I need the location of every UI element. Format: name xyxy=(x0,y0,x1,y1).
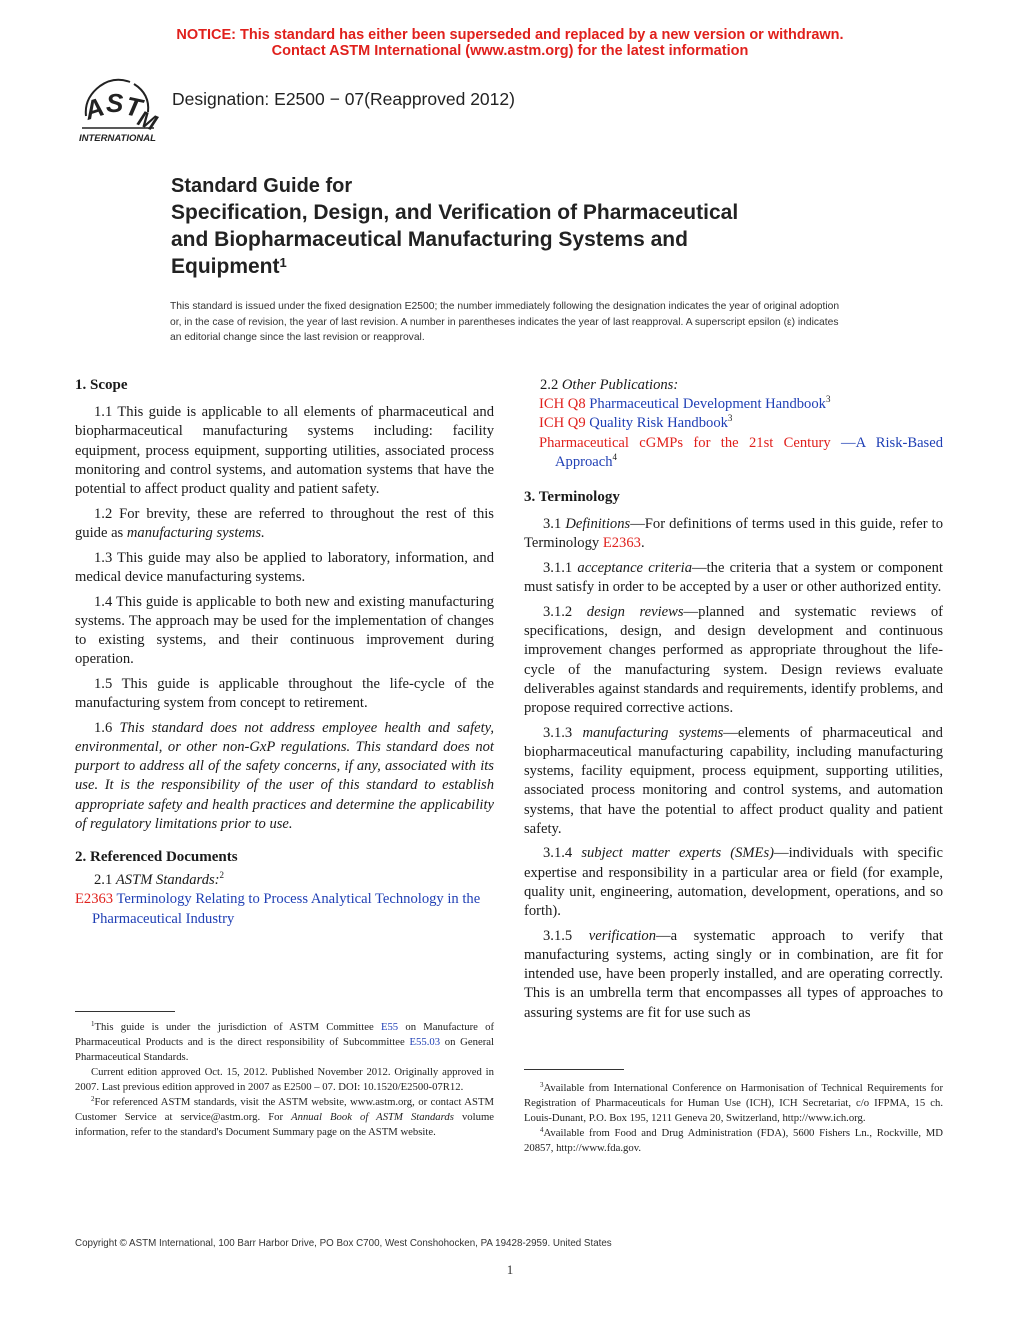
ref-cgmp xyxy=(524,434,943,472)
svg-text:T: T xyxy=(122,90,145,124)
ref-ich-q8-mark: 3 xyxy=(825,394,831,405)
term-3-1-4-num: 3.1.4 xyxy=(543,845,582,862)
ref-cgmp-title[interactable]: —A Risk-Based Approach xyxy=(555,434,944,470)
title-line-3: and Biopharmaceutical Manufacturing Systems and xyxy=(171,228,688,251)
term-3-1-3-num: 3.1.3 xyxy=(543,724,583,741)
footnote-1-link-e5503[interactable]: E55.03 xyxy=(409,1036,441,1048)
page-number: 1 xyxy=(506,1262,514,1277)
term-3-1-link[interactable]: E2363 xyxy=(602,535,641,552)
ref-ich-q9-mark: 3 xyxy=(727,413,733,424)
term-3-1-2 xyxy=(524,603,943,718)
ref-e2363-title[interactable]: Terminology Relating to Process Analytical Technology in the Pharmaceutical Industry xyxy=(92,891,481,927)
term-3-1-4 xyxy=(524,844,943,921)
notice-line-2: Contact ASTM International (www.astm.org) for the latest information xyxy=(271,43,749,59)
ref-e2363 xyxy=(75,890,494,928)
term-3-1-5-text: —a systematic approach to verify that manufacturing systems, acting singly or in combination, are fit for intended use, have been properly installed, and are operating correctly. This is an umbrella term that encompasses all types of approaches to assuring systems are fit for use such as xyxy=(524,927,943,1021)
term-3-1-2-term: design reviews xyxy=(586,604,684,621)
ref-ich-q9-code[interactable]: ICH Q9 xyxy=(539,415,586,432)
footnote-1-edition: Current edition approved Oct. 15, 2012. Published November 2012. Originally approved in 2007. Last previous edition approved in 2007 as E2500 – 07. DOI: 10.1520/E2500-07R12. xyxy=(75,1066,494,1093)
document-title xyxy=(171,174,851,280)
logo-subtext: INTERNATIONAL xyxy=(79,133,156,144)
term-3-1-2-num: 3.1.2 xyxy=(543,604,587,621)
referenced-heading: 2. Referenced Documents xyxy=(75,848,238,865)
footnote-2 xyxy=(75,1095,494,1140)
notice-line-1: NOTICE: This standard has either been superseded and replaced by a new version or withdrawn. xyxy=(176,27,844,43)
footnote-1-text-b: on Manufacture of Pharmaceutical Products and is the direct responsibility of Subcommittee xyxy=(75,1021,495,1048)
astm-standards-num: 2.1 xyxy=(94,872,116,889)
footnote-1-link-e55[interactable]: E55 xyxy=(380,1021,399,1033)
scope-1-1: 1.1 This guide is applicable to all elements of pharmaceutical and biopharmaceutical manufacturing systems including: facility equipment, process equipment, supporting utilities, associated process monitoring and control systems, and automation systems that have the potential to affect product quality and patient safety. xyxy=(75,404,494,498)
svg-text:S: S xyxy=(106,88,124,118)
issue-note: This standard is issued under the fixed designation E2500; the number immediately following the designation indicates the year of original adoption or, in the case of revision, the year of last revision. A number in parentheses indicates the year of last reapproval. A superscript epsilon (ε) indicates an editorial change since the last revision or reapproval. xyxy=(170,301,840,343)
footnote-4-text: Available from Food and Drug Administration (FDA), 5600 Fishers Ln., Rockville, MD 20857, http://www.fda.gov. xyxy=(524,1127,943,1154)
term-3-1-4-term: subject matter experts (SMEs) xyxy=(581,845,774,862)
footnote-3-text: Available from International Conference on Harmonisation of Technical Requirements for Registration of Pharmaceuticals for Human Use (ICH), ICH Secretariat, c/o IFPMA, 15 ch. Louis-Dunant, P.O. Box 195, 1211 Geneva 20, Switzerland, http://www.ich.org. xyxy=(524,1082,943,1124)
term-3-1-5-num: 3.1.5 xyxy=(543,927,589,944)
ref-cgmp-mark: 4 xyxy=(612,451,618,462)
scope-1-2-text: 1.2 For brevity, these are referred to throughout the rest of this guide as xyxy=(75,505,494,541)
svg-text:A: A xyxy=(80,91,108,126)
term-3-1-5 xyxy=(524,927,943,1023)
footnote-1-text-c: on General Pharmaceutical Standards. xyxy=(75,1036,494,1063)
footnotes-left xyxy=(75,1020,494,1140)
scope-1-5: 1.5 This guide is applicable throughout the life-cycle of the manufacturing system from concept to retirement. xyxy=(75,675,494,712)
footnote-rule-right xyxy=(524,1069,624,1070)
footnote-1 xyxy=(75,1020,494,1065)
terminology-heading: 3. Terminology xyxy=(524,489,620,506)
right-column xyxy=(524,376,943,1028)
ref-ich-q9-title[interactable]: Quality Risk Handbook xyxy=(589,415,728,432)
term-3-1-1-term: acceptance criteria xyxy=(577,560,693,577)
term-3-1-1-text: —the criteria that a system or component must satisfy in order to be accepted by a user or other authorized entity. xyxy=(524,560,943,596)
designation: Designation: E2500 − 07(Reapproved 2012) xyxy=(172,89,515,109)
footnotes-right xyxy=(524,1081,943,1156)
title-footnote-mark: 1 xyxy=(279,255,287,270)
term-3-1-3-text: —elements of pharmaceutical and biopharmaceutical manufacturing capability, including manufacturing systems, facility equipment, process equipment, supporting utilities, associated process monitoring and control systems, and automation systems, that have the potential to affect product quality and patient safety. xyxy=(524,724,943,837)
footnote-2-text-a: For referenced ASTM standards, visit the ASTM website, www.astm.org, or contact ASTM Customer Service at service@astm.org. For xyxy=(75,1096,494,1123)
term-3-1-3 xyxy=(524,724,943,839)
astm-standards-label: ASTM Standards: xyxy=(115,872,220,889)
term-3-1-term: Definitions xyxy=(565,516,631,533)
term-3-1-3-term: manufacturing systems xyxy=(582,724,724,741)
scope-1-6-num: 1.6 xyxy=(94,719,120,736)
term-3-1-1 xyxy=(524,559,943,597)
footnote-3 xyxy=(524,1081,943,1126)
scope-1-2 xyxy=(75,505,494,543)
scope-1-6 xyxy=(75,719,494,834)
title-line-1: Standard Guide for xyxy=(171,175,353,197)
footnote-3-mark: 3 xyxy=(540,1081,544,1089)
term-3-1-num: 3.1 xyxy=(543,516,566,533)
astm-standards-mark: 2 xyxy=(219,870,225,881)
footnote-4 xyxy=(524,1126,943,1156)
ref-ich-q8-title[interactable]: Pharmaceutical Development Handbook xyxy=(589,396,826,413)
scope-1-4: 1.4 This guide is applicable to both new and existing manufacturing systems. The approach may be used for the implementation of changes to existing systems, and their continuous improvement during operation. xyxy=(75,593,494,668)
footnote-2-text-b: volume information, refer to the standard's Document Summary page on the ASTM website. xyxy=(75,1111,495,1138)
title-line-2: Specification, Design, and Verification of Pharmaceutical xyxy=(171,201,739,224)
term-3-1-5-term: verification xyxy=(588,927,657,944)
notice-banner xyxy=(0,27,1020,59)
term-3-1-end: . xyxy=(640,535,645,552)
footnote-1-mark: 1 xyxy=(91,1020,95,1028)
ref-cgmp-code[interactable]: Pharmaceutical cGMPs for the 21st Century xyxy=(539,434,831,451)
svg-text:M: M xyxy=(134,105,160,136)
other-publications-num: 2.2 xyxy=(540,377,562,393)
scope-1-3: 1.3 This guide may also be applied to laboratory, information, and medical device manufacturing systems. xyxy=(75,549,494,585)
left-column xyxy=(75,376,494,929)
ref-ich-q9 xyxy=(524,414,943,433)
term-3-1 xyxy=(524,515,943,553)
ref-ich-q8-code[interactable]: ICH Q8 xyxy=(539,396,586,413)
title-line-4: Equipment xyxy=(171,255,280,278)
term-3-1-4-text: —individuals with specific expertise and responsibility in a particular area or field (for example, quality unit, engineering, automation, development, operations, and so forth). xyxy=(524,845,943,920)
scope-heading: 1. Scope xyxy=(75,377,128,393)
footnote-1-text-a: This guide is under the jurisdiction of ASTM Committee xyxy=(94,1021,381,1033)
other-publications-subheading xyxy=(524,376,943,395)
footnote-rule-left xyxy=(75,1011,175,1012)
footnote-4-mark: 4 xyxy=(540,1126,544,1134)
astm-logo-icon xyxy=(74,68,160,146)
footnote-2-book: Annual Book of ASTM Standards xyxy=(291,1111,454,1123)
term-3-1-1-num: 3.1.1 xyxy=(543,560,578,577)
term-3-1-text: —For definitions of terms used in this guide, refer to Terminology xyxy=(524,516,943,552)
astm-standards-subheading xyxy=(75,871,494,890)
copyright: Copyright © ASTM International, 100 Barr Harbor Drive, PO Box C700, West Conshohocken, PA 19428-2959. United States xyxy=(75,1238,612,1249)
scope-1-2-term: manufacturing systems. xyxy=(126,524,265,541)
other-publications-label: Other Publications: xyxy=(561,377,679,393)
scope-1-6-text: This standard does not address employee health and safety, environmental, or other non-GxP regulations. This standard does not purport to address all of the safety concerns, if any, associated with its use. It is the responsibility of the user of this standard to establish appropriate safety and health practices and determine the applicability of regulatory limitations prior to use. xyxy=(75,719,495,832)
ref-e2363-code[interactable]: E2363 xyxy=(75,891,114,908)
ref-ich-q8 xyxy=(524,395,943,414)
footnote-2-mark: 2 xyxy=(91,1095,95,1103)
term-3-1-2-text: —planned and systematic reviews of specifications, design, and design development and continuous improvement changes performed as appropriate throughout the life-cycle of the manufacturing system. Design reviews evaluate deliverables against standards and requirements, identify problems, and propose required corrective actions. xyxy=(524,604,943,717)
